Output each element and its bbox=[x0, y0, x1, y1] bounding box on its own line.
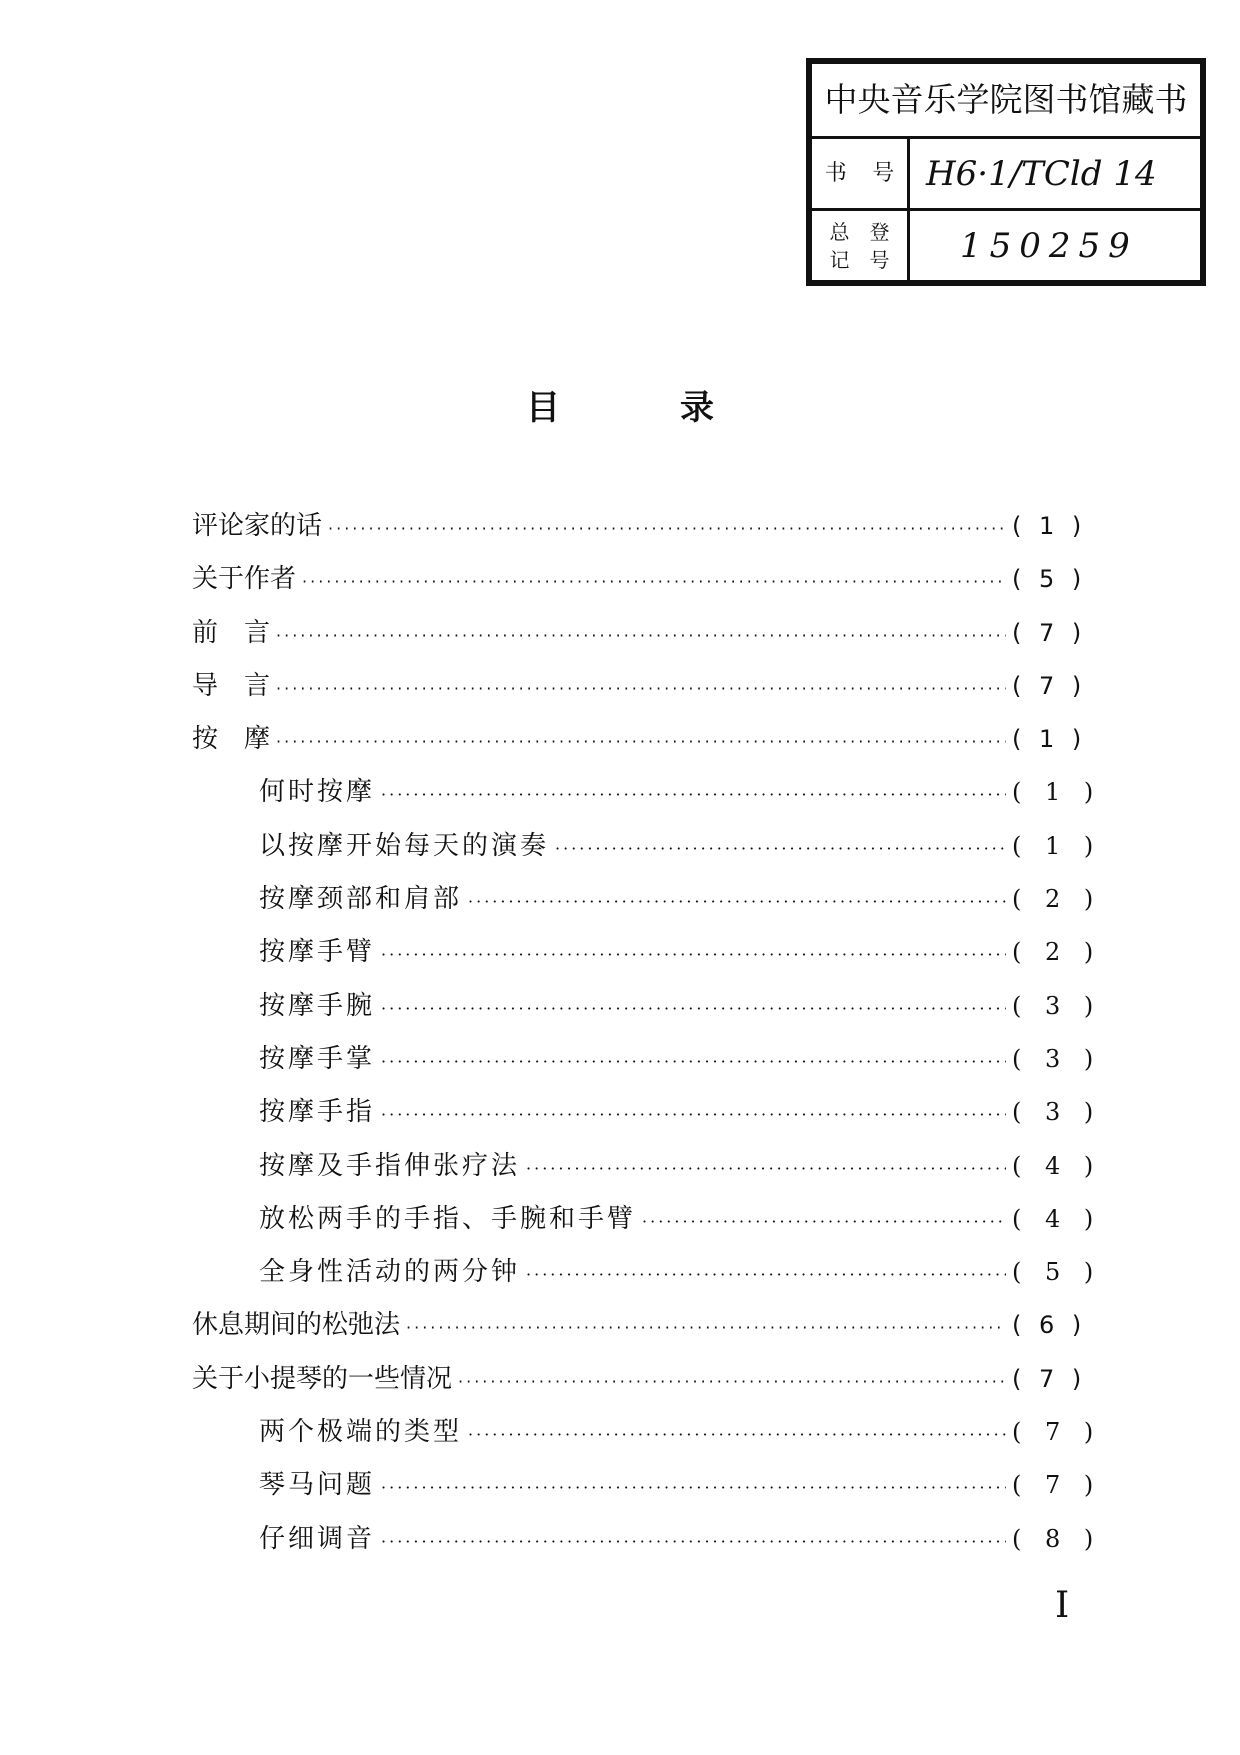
toc-entry-page: ( 7 ) bbox=[1012, 618, 1082, 647]
toc-entry bbox=[192, 558, 1092, 611]
toc-entry-page: ( 7 ) bbox=[1012, 1471, 1097, 1500]
page-ref: 7 bbox=[1039, 618, 1055, 647]
dot-leader bbox=[381, 999, 1006, 1018]
page-ref: 3 bbox=[1045, 1044, 1064, 1073]
label-char: 号 bbox=[869, 247, 890, 272]
dot-leader bbox=[276, 732, 1006, 751]
toc-entry-page: ( 7 ) bbox=[1012, 671, 1082, 700]
dot-leader bbox=[381, 945, 1006, 964]
dot-leader bbox=[468, 892, 1006, 911]
toc-entry bbox=[192, 878, 1097, 931]
label-char: 记 bbox=[829, 247, 850, 272]
dot-leader bbox=[381, 1105, 1006, 1124]
stamp-accession-number: 150259 bbox=[960, 225, 1138, 266]
toc-entry-label: 前 言 bbox=[192, 617, 271, 648]
toc-entry-page: ( 2 ) bbox=[1012, 938, 1097, 967]
dot-leader bbox=[328, 519, 1006, 538]
toc-entry-page: ( 7 ) bbox=[1012, 1364, 1082, 1393]
stamp-call-number-row bbox=[812, 139, 1200, 211]
toc-entry-label: 按摩手臂 bbox=[259, 937, 376, 968]
toc-entry bbox=[192, 612, 1092, 665]
toc-entry-page: ( 5 ) bbox=[1012, 1258, 1097, 1287]
toc-entry bbox=[192, 718, 1092, 771]
page-title bbox=[0, 380, 1240, 429]
toc-entry-label: 放松两手的手指、手腕和手臂 bbox=[259, 1203, 637, 1234]
dot-leader bbox=[276, 679, 1006, 698]
toc-entry bbox=[192, 1091, 1097, 1144]
dot-leader bbox=[381, 1052, 1006, 1071]
stamp-title: 中央音乐学院图书馆藏书 bbox=[812, 64, 1200, 139]
page-ref: 2 bbox=[1045, 885, 1064, 914]
toc-entry-label: 以按摩开始每天的演奏 bbox=[259, 830, 550, 861]
toc-entry bbox=[192, 1038, 1097, 1091]
toc-entry-label: 按摩手腕 bbox=[259, 990, 376, 1021]
page-ref: 3 bbox=[1045, 991, 1064, 1020]
toc-entry bbox=[192, 985, 1097, 1038]
page-ref: 6 bbox=[1039, 1311, 1055, 1340]
page-ref: 1 bbox=[1045, 831, 1064, 860]
label-char: 号 bbox=[872, 160, 895, 186]
toc-entry-label: 琴马问题 bbox=[259, 1470, 376, 1501]
dot-leader bbox=[381, 1532, 1006, 1551]
dot-leader bbox=[458, 1372, 1006, 1391]
toc-entry-page: ( 2 ) bbox=[1012, 885, 1097, 914]
toc-entry-page: ( 1 ) bbox=[1012, 831, 1097, 860]
dot-leader bbox=[526, 1265, 1006, 1284]
toc-entry-label: 休息期间的松弛法 bbox=[192, 1310, 401, 1341]
toc-entry-page: ( 8 ) bbox=[1012, 1524, 1097, 1553]
table-of-contents bbox=[192, 505, 1097, 1571]
toc-entry bbox=[192, 825, 1097, 878]
dot-leader bbox=[406, 1318, 1006, 1337]
page-ref: 4 bbox=[1045, 1204, 1064, 1233]
page-ref: 1 bbox=[1039, 512, 1055, 540]
dot-leader bbox=[468, 1425, 1006, 1444]
toc-entry-label: 按摩及手指伸张疗法 bbox=[259, 1150, 521, 1181]
page-ref: 3 bbox=[1045, 1098, 1064, 1127]
toc-entry-label: 按摩颈部和肩部 bbox=[259, 884, 463, 915]
toc-entry bbox=[192, 1464, 1097, 1517]
toc-entry-page: ( 3 ) bbox=[1012, 1098, 1097, 1127]
title-char: 目 bbox=[526, 388, 560, 428]
dot-leader bbox=[302, 572, 1006, 591]
toc-entry-label: 两个极端的类型 bbox=[259, 1417, 463, 1448]
dot-leader bbox=[381, 785, 1006, 804]
toc-entry-page: ( 3 ) bbox=[1012, 991, 1097, 1020]
toc-entry-label: 全身性活动的两分钟 bbox=[259, 1257, 521, 1288]
toc-entry-label: 按摩手指 bbox=[259, 1097, 376, 1128]
toc-entry-page: ( 1 ) bbox=[1012, 512, 1082, 540]
toc-entry-label: 导 言 bbox=[192, 670, 271, 701]
toc-entry bbox=[192, 771, 1097, 824]
library-stamp bbox=[806, 58, 1206, 286]
toc-entry-label: 评论家的话 bbox=[192, 511, 323, 541]
toc-entry-label: 按 摩 bbox=[192, 724, 271, 755]
toc-entry bbox=[192, 1145, 1097, 1198]
page-ref: 7 bbox=[1039, 671, 1055, 700]
toc-entry-label: 何时按摩 bbox=[259, 777, 376, 808]
page-ref: 8 bbox=[1045, 1524, 1064, 1553]
page-ref: 1 bbox=[1045, 778, 1064, 807]
dot-leader bbox=[276, 626, 1006, 645]
page-ref: 7 bbox=[1045, 1471, 1064, 1500]
toc-entry-page: ( 7 ) bbox=[1012, 1418, 1097, 1447]
stamp-accession-label bbox=[812, 211, 910, 280]
label-char: 总 bbox=[829, 219, 850, 244]
toc-entry-page: ( 6 ) bbox=[1012, 1311, 1082, 1340]
page-ref: 7 bbox=[1039, 1364, 1055, 1393]
toc-entry bbox=[192, 505, 1092, 558]
dot-leader bbox=[555, 839, 1006, 858]
page-ref: 4 bbox=[1045, 1151, 1064, 1180]
toc-entry bbox=[192, 1304, 1092, 1357]
toc-entry bbox=[192, 1251, 1097, 1304]
toc-entry bbox=[192, 665, 1092, 718]
toc-entry-page: ( 1 ) bbox=[1012, 778, 1097, 807]
page-ref: 5 bbox=[1039, 565, 1055, 594]
stamp-call-number: H6·1/TCld 14 bbox=[926, 153, 1157, 194]
dot-leader bbox=[642, 1212, 1006, 1231]
toc-entry-label: 关于小提琴的一些情况 bbox=[192, 1363, 453, 1394]
dot-leader bbox=[526, 1159, 1006, 1178]
label-char: 登 bbox=[869, 219, 890, 244]
title-char: 录 bbox=[680, 388, 714, 428]
label-char: 书 bbox=[824, 160, 847, 186]
page-ref: 7 bbox=[1045, 1418, 1064, 1447]
toc-entry-page: ( 3 ) bbox=[1012, 1044, 1097, 1073]
stamp-call-number-label bbox=[812, 139, 910, 208]
toc-entry-page: ( 1 ) bbox=[1012, 725, 1082, 754]
toc-entry-page: ( 4 ) bbox=[1012, 1204, 1097, 1233]
toc-entry-page: ( 4 ) bbox=[1012, 1151, 1097, 1180]
toc-entry-label: 按摩手掌 bbox=[259, 1043, 376, 1074]
toc-entry bbox=[192, 931, 1097, 984]
page-ref: 5 bbox=[1045, 1258, 1064, 1287]
page-ref: 1 bbox=[1039, 725, 1055, 754]
toc-entry bbox=[192, 1411, 1097, 1464]
stamp-accession-row bbox=[812, 211, 1200, 280]
toc-entry bbox=[192, 1198, 1097, 1251]
toc-entry bbox=[192, 1518, 1097, 1571]
toc-entry bbox=[192, 1358, 1092, 1411]
toc-entry-label: 仔细调音 bbox=[259, 1523, 376, 1554]
page-ref: 2 bbox=[1045, 938, 1064, 967]
page-number: I bbox=[1055, 1585, 1070, 1626]
dot-leader bbox=[381, 1478, 1006, 1497]
toc-entry-label: 关于作者 bbox=[192, 564, 297, 595]
toc-entry-page: ( 5 ) bbox=[1012, 565, 1082, 594]
